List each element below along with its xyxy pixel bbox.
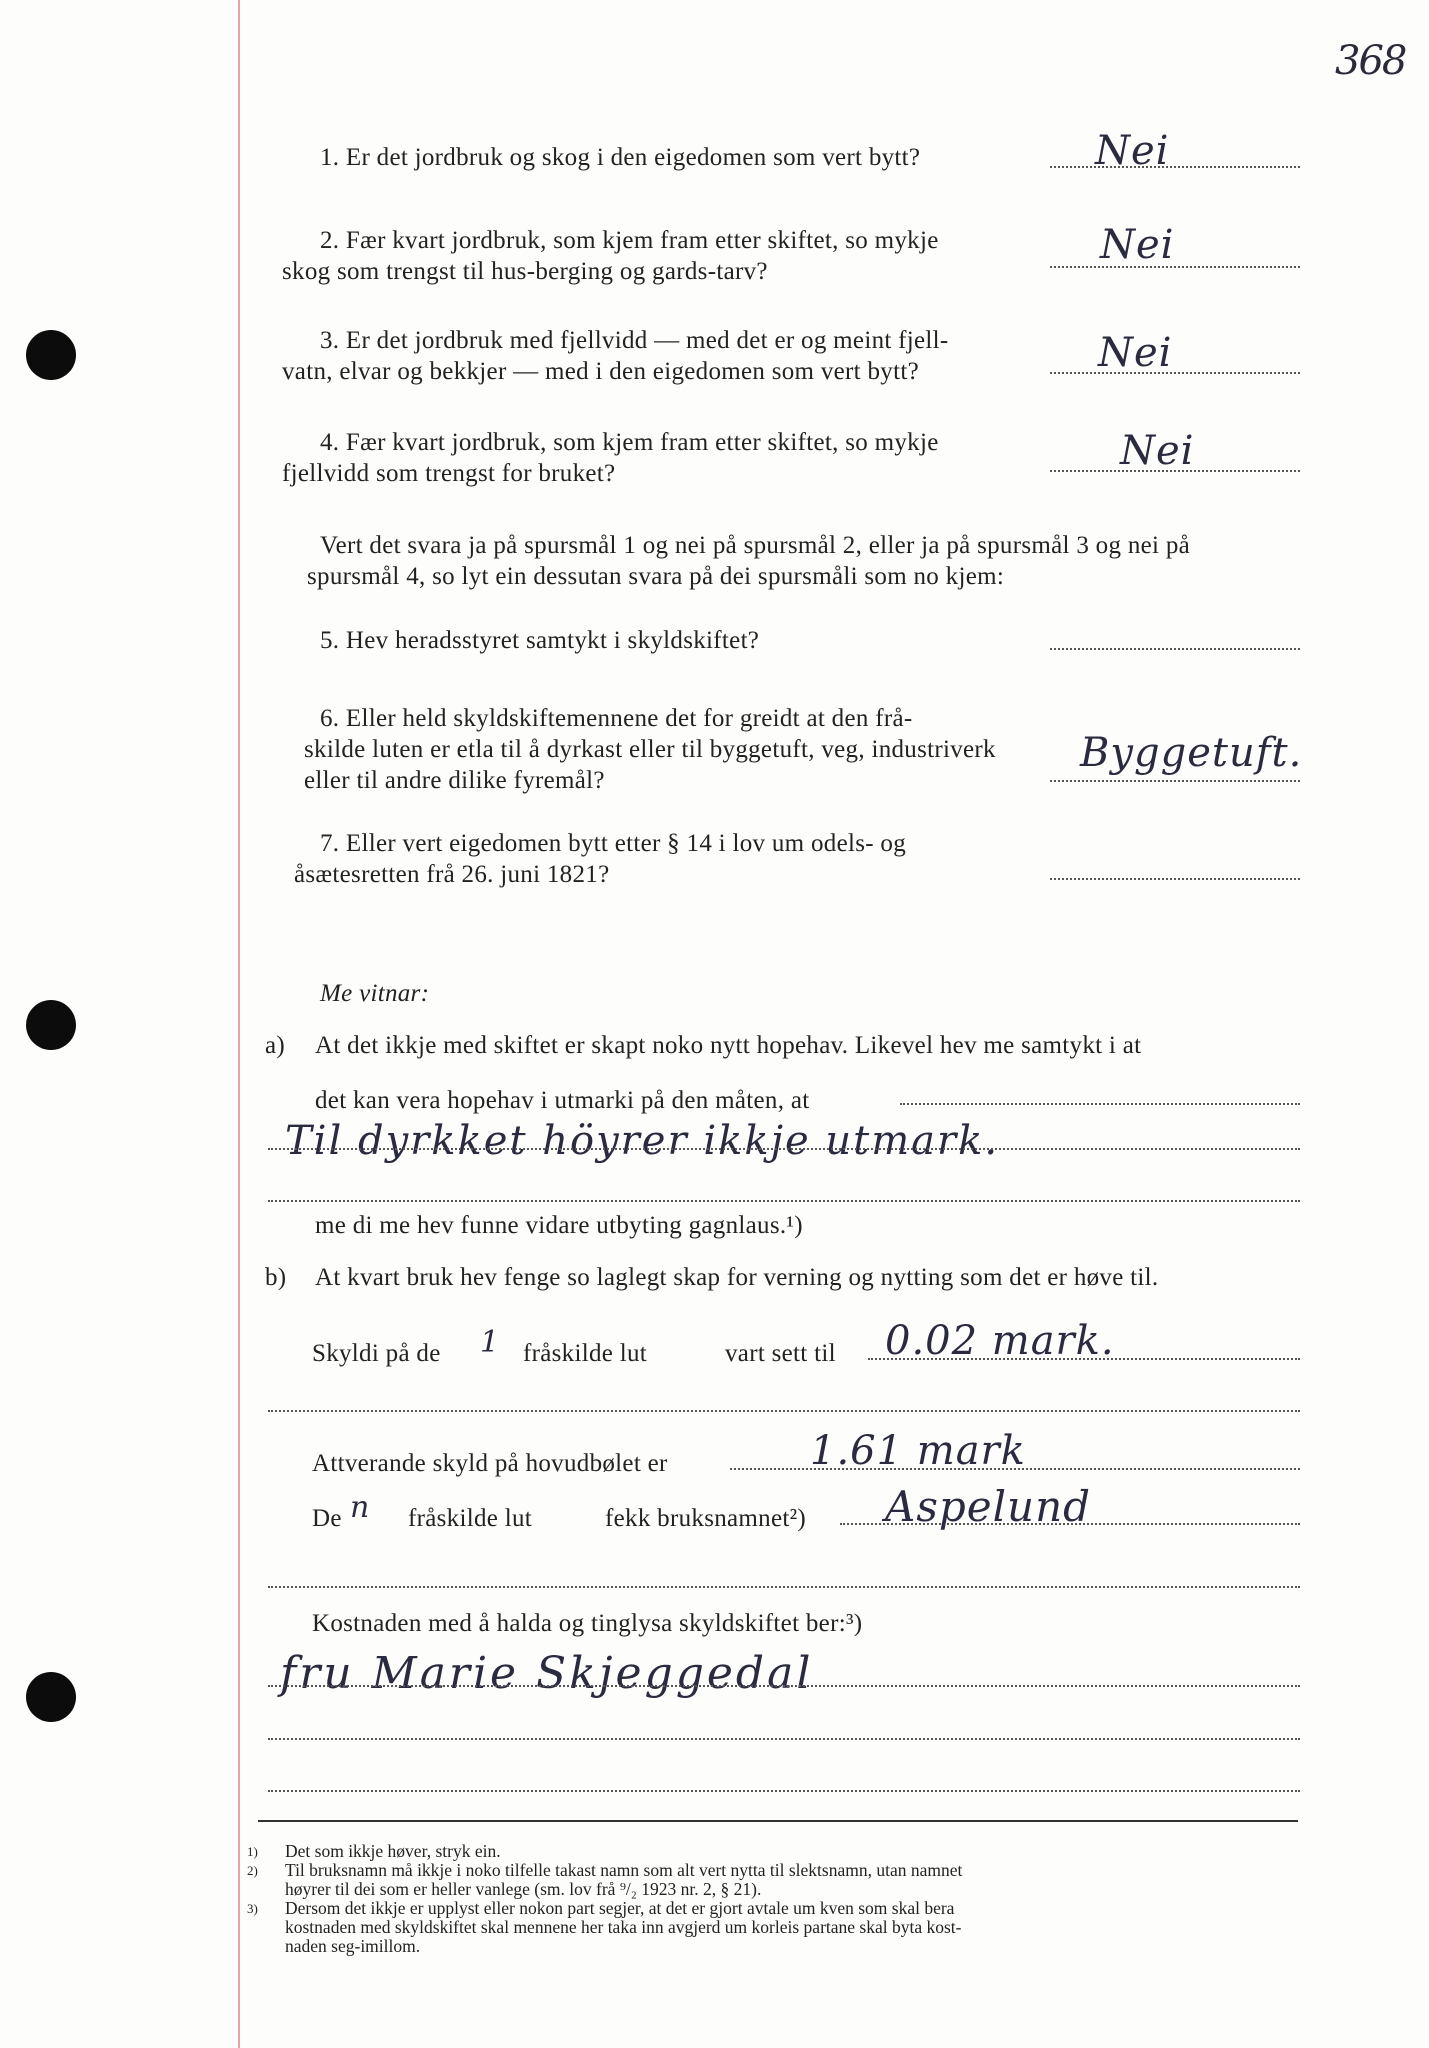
footnote-2-line-1: Til bruksnamn må ikkje i noko tilfelle takast namn som alt vert nytta til slektsnamn, utan namnet: [285, 1860, 963, 1880]
condition-line-2: spursmål 4, so lyt ein dessutan svara på dei spursmåli som no kjem:: [307, 563, 1005, 590]
bruksnamn-suffix: n: [350, 1490, 371, 1525]
skyld-dots-2: [268, 1410, 1300, 1412]
question-7-line-2: åsætesretten frå 26. juni 1821?: [294, 861, 610, 888]
footnote-2: [247, 1860, 1300, 1899]
witness-a-line-1: At det ikkje med skiftet er skapt noko nytt hopehav. Likevel hev me samtykt i at: [315, 1032, 1142, 1059]
kostnad-dots-1: [268, 1685, 1300, 1687]
question-4-line-1: 4. Fær kvart jordbruk, som kjem fram etter skiftet, so mykje: [320, 429, 939, 456]
witness-b-label: b): [265, 1264, 287, 1291]
witness-a-answer: Til dyrkket höyrer ikkje utmark.: [285, 1118, 1000, 1164]
bruksnamn-label-1: De: [312, 1505, 342, 1532]
footnote-3-line-1: Dersom det ikkje er upplyst eller nokon part segjer, at det er gjort avtale um kven som skal bera: [285, 1898, 955, 1918]
footnote-3: [247, 1898, 1300, 1956]
answer-line-2: [1050, 266, 1300, 268]
question-6-line-1: 6. Eller held skyldskiftemennene det for greidt at den frå-: [320, 705, 913, 732]
question-6-line-2: skilde luten er etla til å dyrkast eller til byggetuft, veg, industriverk: [304, 736, 996, 763]
footnote-2-number: 2): [247, 1863, 258, 1878]
kostnad-dots-3: [268, 1790, 1300, 1792]
skyld-label-3: vart sett til: [725, 1340, 836, 1367]
skyld-label-2: fråskilde lut: [523, 1340, 648, 1367]
attverande-label: Attverande skyld på hovudbølet er: [312, 1450, 668, 1477]
question-6-line-3: eller til andre dilike fyremål?: [304, 767, 605, 794]
footnote-2-line-2: høyrer til dei som er heller vanlege (sm. lov frå ⁹/₂ 1923 nr. 2, § 21).: [285, 1879, 762, 1899]
bruksnamn-label-2: fråskilde lut: [408, 1505, 533, 1532]
margin-rule: [238, 0, 240, 2048]
footnotes: [247, 1841, 1300, 1956]
punch-hole-bottom: [26, 1672, 76, 1722]
skyld-count: 1: [480, 1325, 501, 1360]
question-3-line-2: vatn, elvar og bekkjer — med i den eigedomen som vert bytt?: [282, 358, 919, 385]
question-5-line-1: 5. Hev heradsstyret samtykt i skyldskiftet?: [320, 627, 760, 654]
footnote-1: [247, 1841, 1300, 1861]
condition-text: [307, 530, 1191, 592]
answer-6: Byggetuft.: [1080, 730, 1303, 776]
kostnad-value: fru Marie Skjeggedal: [280, 1648, 814, 1699]
punch-hole-top: [26, 330, 76, 380]
question-2-line-2: skog som trengst til hus-berging og gards-tarv?: [282, 258, 768, 285]
question-1: [320, 142, 920, 173]
question-1-line-1: 1. Er det jordbruk og skog i den eigedomen som vert bytt?: [320, 144, 921, 171]
answer-line-7: [1050, 878, 1300, 880]
witness-b-line: At kvart bruk hev fenge so laglegt skap for verning og nytting som det er høve til.: [315, 1264, 1159, 1291]
condition-line-1: Vert det svara ja på spursmål 1 og nei på spursmål 2, eller ja på spursmål 3 og nei på: [320, 532, 1191, 559]
question-4: [282, 427, 939, 489]
footnote-3-line-2: kostnaden med skyldskiftet skal mennene her taka inn avgjerd um korleis partane skal byta kost-: [285, 1917, 962, 1937]
footnote-rule: [258, 1820, 1298, 1822]
answer-3: Nei: [1098, 330, 1173, 376]
witness-a-dots-3: [268, 1200, 1300, 1202]
question-5: [320, 625, 759, 656]
answer-line-6: [1050, 780, 1300, 782]
question-3: [282, 325, 949, 387]
bruksnamn-dots-2: [268, 1586, 1300, 1588]
question-2: [282, 225, 939, 287]
answer-line-1: [1050, 166, 1300, 168]
footnote-3-line-3: naden seg-imillom.: [285, 1936, 421, 1956]
answer-4: Nei: [1120, 428, 1195, 474]
skyld-label-1: Skyldi på de: [312, 1340, 441, 1367]
witness-a-label: a): [265, 1032, 286, 1059]
bruksnamn-label-3: fekk bruksnamnet²): [605, 1505, 807, 1532]
question-3-line-1: 3. Er det jordbruk med fjellvidd — med det er og meint fjell-: [320, 327, 949, 354]
punch-hole-middle: [26, 1000, 76, 1050]
footnote-1-number: 1): [247, 1844, 258, 1859]
answer-line-5: [1050, 648, 1300, 650]
answer-1: Nei: [1095, 128, 1170, 174]
witness-a-dots-2: [268, 1148, 1300, 1150]
answer-2: Nei: [1100, 222, 1175, 268]
kostnad-label: Kostnaden med å halda og tinglysa skyldskiftet ber:³): [312, 1610, 863, 1637]
skyld-value: 0.02 mark.: [885, 1318, 1115, 1364]
question-4-line-2: fjellvidd som trengst for bruket?: [282, 460, 616, 487]
witness-a-line-3: me di me hev funne vidare utbyting gagnlaus.¹): [315, 1212, 803, 1239]
page-number: 368: [1335, 38, 1406, 84]
question-7-line-1: 7. Eller vert eigedomen bytt etter § 14 i lov um odels- og: [320, 830, 907, 857]
question-2-line-1: 2. Fær kvart jordbruk, som kjem fram etter skiftet, so mykje: [320, 227, 939, 254]
witness-heading: Me vitnar:: [320, 980, 430, 1007]
answer-line-3: [1050, 372, 1300, 374]
question-7: [294, 828, 907, 890]
witness-a-dots-1: [900, 1103, 1300, 1105]
footnote-3-number: 3): [247, 1901, 258, 1916]
question-6: [304, 703, 996, 796]
footnote-1-line-1: Det som ikkje høver, stryk ein.: [285, 1841, 501, 1861]
attverande-value: 1.61 mark: [810, 1428, 1026, 1474]
kostnad-dots-2: [268, 1738, 1300, 1740]
bruksnamn-value: Aspelund: [885, 1482, 1092, 1531]
witness-a-line-2: det kan vera hopehav i utmarki på den måten, at: [315, 1087, 810, 1114]
